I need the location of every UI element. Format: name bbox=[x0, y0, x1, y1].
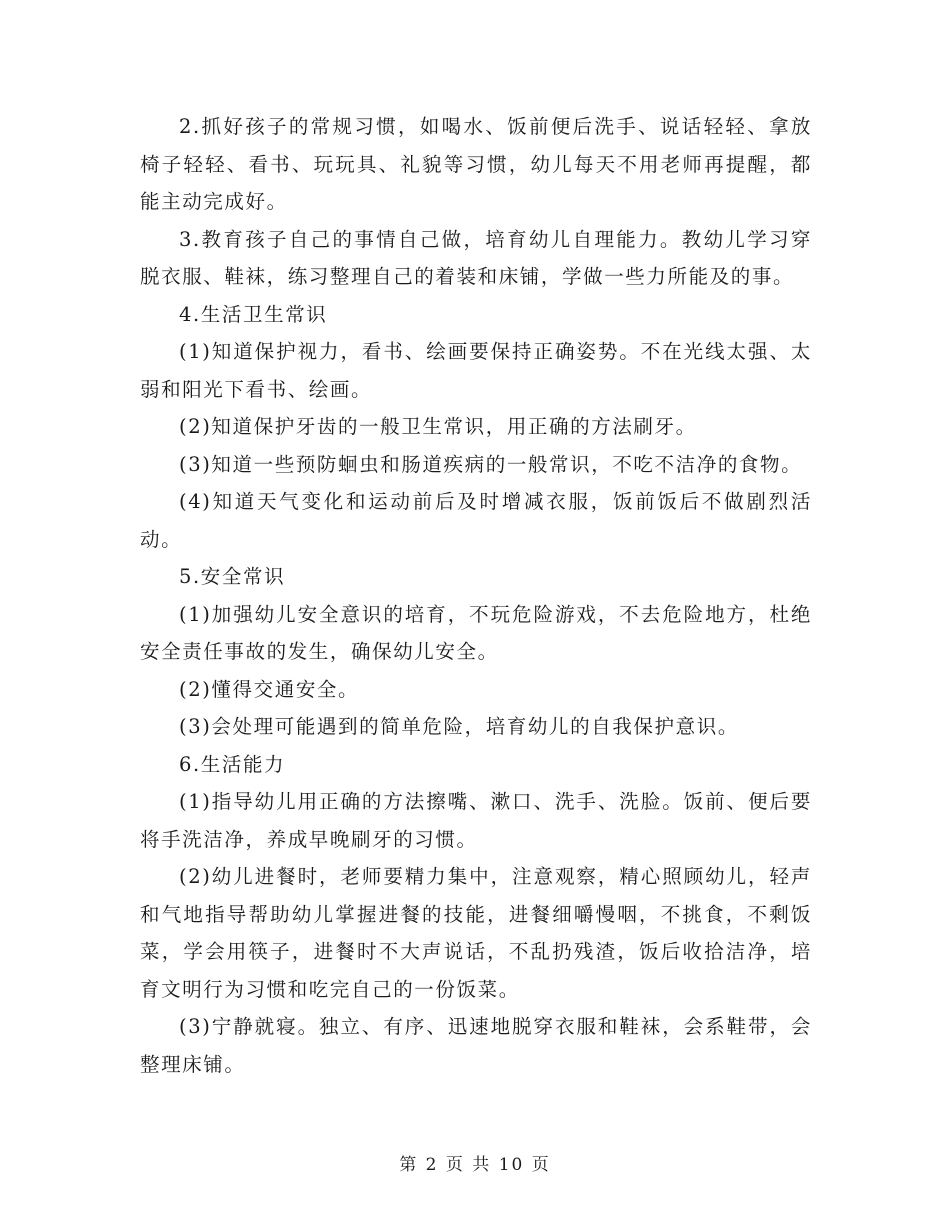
paragraph-hygiene-3: (3)知道一些预防蛔虫和肠道疾病的一般常识，不吃不洁净的食物。 bbox=[179, 452, 803, 476]
paragraph-item-2: 2.抓好孩子的常规习惯，如喝水、饭前便后洗手、说话轻轻、拿放椅子轻轻、看书、玩玩具、礼貌等习惯，幼儿每天不用老师再提醒，都能主动完成好。 bbox=[140, 115, 812, 213]
paragraph-life-skills-1: (1)指导幼儿用正确的方法擦嘴、漱口、洗手、洗脸。饭前、便后要将手洗洁净，养成早晚刷牙的习惯。 bbox=[140, 790, 812, 851]
section-heading-safety: 5.安全常识 bbox=[179, 565, 286, 588]
paragraph-life-skills-2: (2)幼儿进餐时，老师要精力集中，注意观察，精心照顾幼儿，轻声和气地指导帮助幼儿掌握进餐的技能，进餐细嚼慢咽，不挑食，不剩饭菜，学会用筷子，进餐时不大声说话，不乱扔残渣，饭后收拾洁净，培育文明行为习惯和吃完自己的一份饭菜。 bbox=[140, 865, 812, 1001]
paragraph-item-3: 3.教育孩子自己的事情自己做，培育幼儿自理能力。教幼儿学习穿脱衣服、鞋袜，练习整理自己的着装和床铺，学做一些力所能及的事。 bbox=[140, 227, 812, 288]
paragraph-hygiene-1: (1)知道保护视力，看书、绘画要保持正确姿势。不在光线太强、太弱和阳光下看书、绘画。 bbox=[140, 340, 812, 401]
document-body bbox=[140, 108, 812, 1083]
section-heading-hygiene: 4.生活卫生常识 bbox=[179, 302, 328, 326]
footer-prefix: 第 bbox=[399, 1155, 419, 1175]
paragraph-life-skills-3: (3)宁静就寝。独立、有序、迅速地脱穿衣服和鞋袜，会系鞋带，会整理床铺。 bbox=[140, 1015, 812, 1076]
paragraph-hygiene-2: (2)知道保护牙齿的一般卫生常识，用正确的方法刷牙。 bbox=[179, 415, 697, 438]
footer-current-page: 2 bbox=[425, 1155, 439, 1175]
paragraph-hygiene-4: (4)知道天气变化和运动前后及时增减衣服，饭前饭后不做剧烈活动。 bbox=[140, 490, 812, 551]
footer-suffix: 页 bbox=[531, 1155, 551, 1175]
paragraph-safety-1: (1)加强幼儿安全意识的培育，不玩危险游戏，不去危险地方，杜绝安全责任事故的发生，确保幼儿安全。 bbox=[140, 602, 812, 663]
footer-page-label: 页 bbox=[445, 1155, 465, 1175]
section-heading-life-skills: 6.生活能力 bbox=[179, 752, 286, 776]
footer-total-label: 共 bbox=[472, 1155, 492, 1175]
paragraph-safety-3: (3)会处理可能遇到的简单危险，培育幼儿的自我保护意识。 bbox=[179, 715, 739, 738]
footer-total-pages: 10 bbox=[498, 1155, 525, 1175]
page-number-footer bbox=[0, 1150, 950, 1175]
paragraph-safety-2: (2)懂得交通安全。 bbox=[179, 677, 360, 701]
